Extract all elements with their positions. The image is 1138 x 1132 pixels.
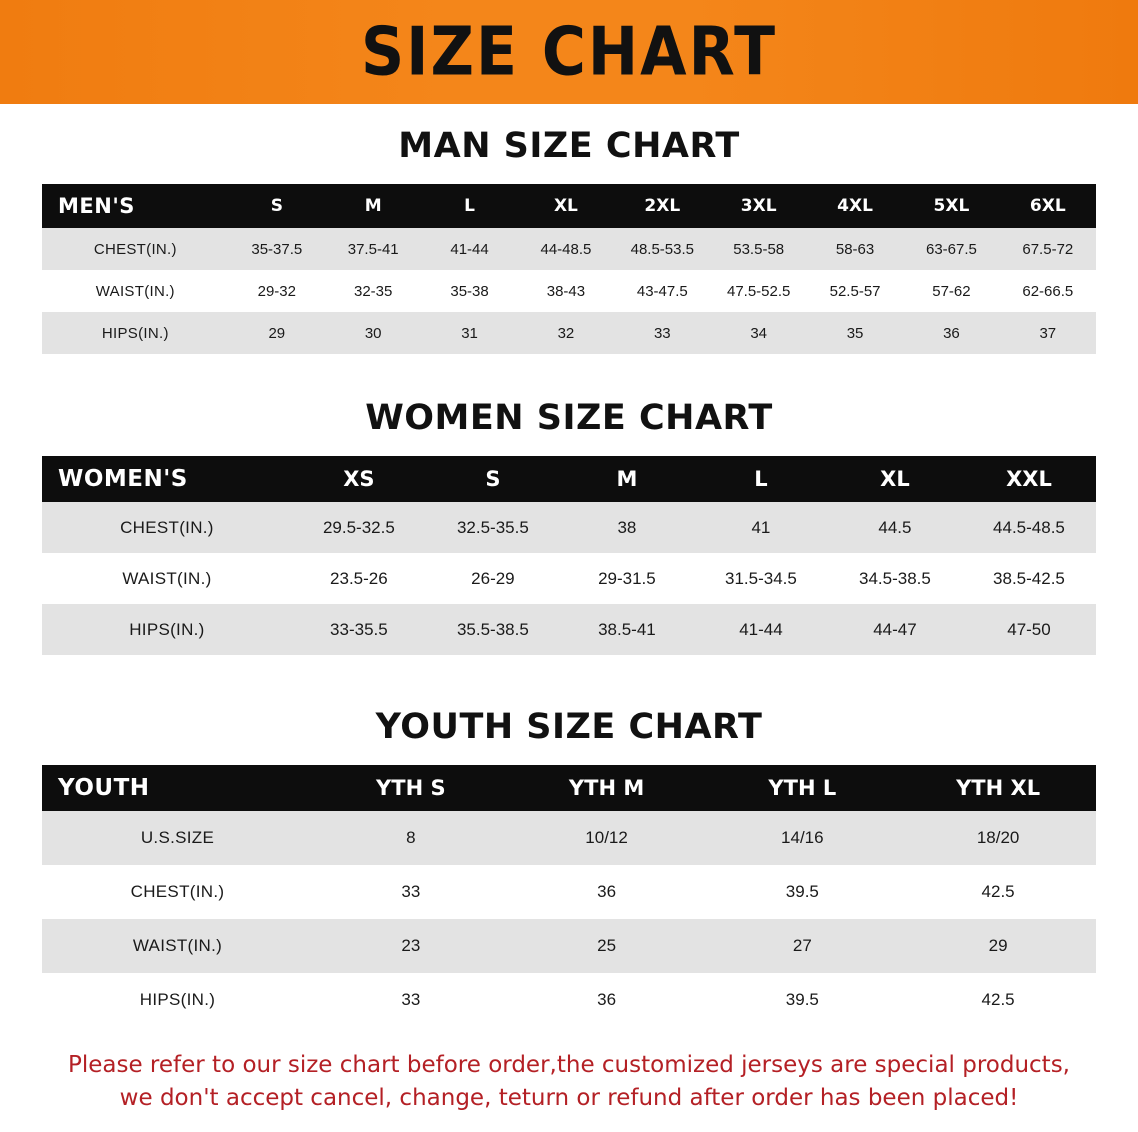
table-row-label: CHEST(IN.) xyxy=(42,502,292,553)
table-cell: 44-47 xyxy=(828,604,962,655)
table-cell: 33-35.5 xyxy=(292,604,426,655)
women-size-table-wrapper xyxy=(42,456,1096,655)
table-cell: 38-43 xyxy=(518,270,614,312)
youth-size-table-wrapper xyxy=(42,765,1096,1027)
table-size-header: 6XL xyxy=(1000,184,1096,228)
table-cell: 44.5 xyxy=(828,502,962,553)
table-size-header: M xyxy=(325,184,421,228)
women-size-table xyxy=(42,456,1096,655)
table-cell: 38.5-42.5 xyxy=(962,553,1096,604)
table-cell: 35-38 xyxy=(421,270,517,312)
table-cell: 42.5 xyxy=(900,865,1096,919)
table-cell: 39.5 xyxy=(704,865,900,919)
table-size-header: XS xyxy=(292,456,426,502)
table-cell: 33 xyxy=(614,312,710,354)
table-cell: 41-44 xyxy=(694,604,828,655)
table-header-row xyxy=(42,456,1096,502)
table-size-header: S xyxy=(426,456,560,502)
youth-size-table xyxy=(42,765,1096,1027)
table-cell: 29 xyxy=(229,312,325,354)
table-corner-label: YOUTH xyxy=(42,765,313,811)
table-cell: 33 xyxy=(313,865,509,919)
man-section-heading: MAN SIZE CHART xyxy=(398,126,740,166)
table-size-header: YTH S xyxy=(313,765,509,811)
table-cell: 29 xyxy=(900,919,1096,973)
table-cell: 41-44 xyxy=(421,228,517,270)
table-row-label: HIPS(IN.) xyxy=(42,973,313,1027)
order-policy-note-line-1: Please refer to our size chart before order,the customized jerseys are special products, xyxy=(67,1052,1070,1078)
table-row-label: HIPS(IN.) xyxy=(42,312,229,354)
table-size-header: YTH L xyxy=(704,765,900,811)
table-cell: 39.5 xyxy=(704,973,900,1027)
table-cell: 29-31.5 xyxy=(560,553,694,604)
table-cell: 38 xyxy=(560,502,694,553)
table-cell: 63-67.5 xyxy=(903,228,999,270)
table-size-header: YTH XL xyxy=(900,765,1096,811)
table-cell: 27 xyxy=(704,919,900,973)
table-cell: 23.5-26 xyxy=(292,553,426,604)
table-row xyxy=(42,604,1096,655)
table-size-header: L xyxy=(694,456,828,502)
page-banner xyxy=(0,0,1138,104)
man-table-header xyxy=(42,184,1096,228)
table-cell: 32-35 xyxy=(325,270,421,312)
table-cell: 36 xyxy=(509,973,705,1027)
table-cell: 47-50 xyxy=(962,604,1096,655)
table-size-header: M xyxy=(560,456,694,502)
table-row-label: WAIST(IN.) xyxy=(42,270,229,312)
table-cell: 58-63 xyxy=(807,228,903,270)
man-size-table xyxy=(42,184,1096,354)
table-row xyxy=(42,270,1096,312)
table-row xyxy=(42,919,1096,973)
table-size-header: XL xyxy=(828,456,962,502)
page-title: SIZE CHART xyxy=(360,12,778,92)
table-cell: 31.5-34.5 xyxy=(694,553,828,604)
youth-table-body xyxy=(42,811,1096,1027)
table-size-header: 4XL xyxy=(807,184,903,228)
table-cell: 62-66.5 xyxy=(1000,270,1096,312)
table-size-header: L xyxy=(421,184,517,228)
women-section-heading: WOMEN SIZE CHART xyxy=(365,398,773,438)
table-cell: 53.5-58 xyxy=(711,228,807,270)
table-cell: 10/12 xyxy=(509,811,705,865)
table-cell: 33 xyxy=(313,973,509,1027)
table-cell: 57-62 xyxy=(903,270,999,312)
table-cell: 26-29 xyxy=(426,553,560,604)
table-cell: 35 xyxy=(807,312,903,354)
table-row xyxy=(42,865,1096,919)
man-size-table-wrapper xyxy=(42,184,1096,354)
table-cell: 18/20 xyxy=(900,811,1096,865)
table-cell: 41 xyxy=(694,502,828,553)
table-cell: 32 xyxy=(518,312,614,354)
table-cell: 37.5-41 xyxy=(325,228,421,270)
table-header-row xyxy=(42,765,1096,811)
table-cell: 38.5-41 xyxy=(560,604,694,655)
order-policy-note-line-2: we don't accept cancel, change, teturn or refund after order has been placed! xyxy=(119,1085,1019,1112)
table-row-label: WAIST(IN.) xyxy=(42,553,292,604)
table-cell: 42.5 xyxy=(900,973,1096,1027)
table-cell: 29-32 xyxy=(229,270,325,312)
man-table-body xyxy=(42,228,1096,354)
table-cell: 35-37.5 xyxy=(229,228,325,270)
table-row-label: U.S.SIZE xyxy=(42,811,313,865)
table-cell: 37 xyxy=(1000,312,1096,354)
table-row xyxy=(42,811,1096,865)
table-cell: 29.5-32.5 xyxy=(292,502,426,553)
table-cell: 8 xyxy=(313,811,509,865)
table-cell: 14/16 xyxy=(704,811,900,865)
table-size-header: 2XL xyxy=(614,184,710,228)
table-cell: 44-48.5 xyxy=(518,228,614,270)
table-cell: 36 xyxy=(509,865,705,919)
table-corner-label: WOMEN'S xyxy=(42,456,292,502)
table-cell: 25 xyxy=(509,919,705,973)
table-row xyxy=(42,502,1096,553)
table-size-header: 3XL xyxy=(711,184,807,228)
table-cell: 32.5-35.5 xyxy=(426,502,560,553)
table-row-label: CHEST(IN.) xyxy=(42,228,229,270)
table-corner-label: MEN'S xyxy=(42,184,229,228)
table-size-header: XXL xyxy=(962,456,1096,502)
table-header-row xyxy=(42,184,1096,228)
women-table-header xyxy=(42,456,1096,502)
youth-section-heading: YOUTH SIZE CHART xyxy=(375,707,763,747)
table-cell: 30 xyxy=(325,312,421,354)
table-cell: 52.5-57 xyxy=(807,270,903,312)
table-cell: 35.5-38.5 xyxy=(426,604,560,655)
order-policy-note xyxy=(40,1049,1098,1116)
table-cell: 48.5-53.5 xyxy=(614,228,710,270)
table-row xyxy=(42,312,1096,354)
table-cell: 43-47.5 xyxy=(614,270,710,312)
table-cell: 34 xyxy=(711,312,807,354)
table-row-label: HIPS(IN.) xyxy=(42,604,292,655)
table-cell: 47.5-52.5 xyxy=(711,270,807,312)
table-cell: 67.5-72 xyxy=(1000,228,1096,270)
table-size-header: 5XL xyxy=(903,184,999,228)
table-row-label: WAIST(IN.) xyxy=(42,919,313,973)
table-cell: 31 xyxy=(421,312,517,354)
table-cell: 34.5-38.5 xyxy=(828,553,962,604)
table-cell: 36 xyxy=(903,312,999,354)
table-cell: 23 xyxy=(313,919,509,973)
table-row xyxy=(42,973,1096,1027)
table-size-header: XL xyxy=(518,184,614,228)
table-size-header: S xyxy=(229,184,325,228)
table-row-label: CHEST(IN.) xyxy=(42,865,313,919)
youth-table-header xyxy=(42,765,1096,811)
table-row xyxy=(42,553,1096,604)
table-row xyxy=(42,228,1096,270)
table-size-header: YTH M xyxy=(509,765,705,811)
table-cell: 44.5-48.5 xyxy=(962,502,1096,553)
women-table-body xyxy=(42,502,1096,655)
